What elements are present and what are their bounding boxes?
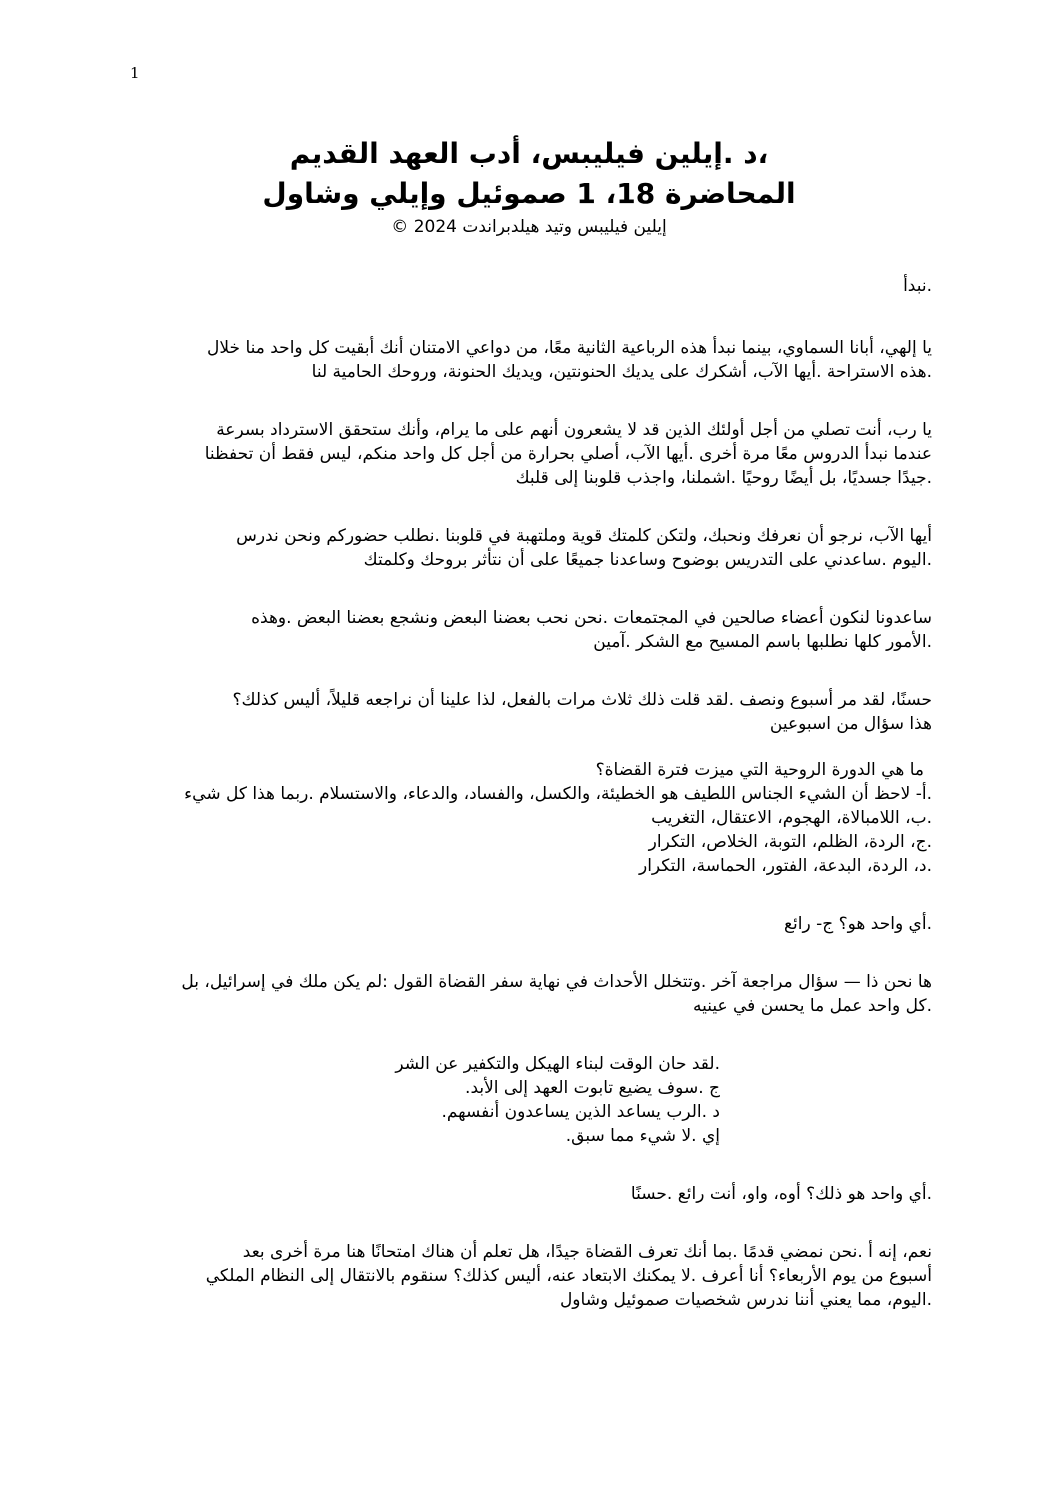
- quiz-answer-2: .أي واحد هو ذلك؟ أوه، واو، أنت رائع .حسنًا: [630, 1184, 932, 1204]
- text-line: يا رب، أنت تصلي من أجل أولئك الذين قد لا يشعرون أنهم على ما يرام، وأنك ستحقق الاسترداد بسرعة: [216, 420, 932, 440]
- text-line: .هذه الاستراحة .أيها الآب، أشكرك على يديك الحنونتين، ويديك الحنونة، وروحك الحامية لنا: [311, 362, 932, 382]
- text-line: أسبوع من يوم الأربعاء؟ أنا أعرف .لا يمكنك الابتعاد عنه، أليس كذلك؟ سنقوم بالانتقال إلى النظام الملكي: [205, 1266, 932, 1286]
- quiz-option-b: .ب، اللامبالاة، الهجوم، الاعتقال، التغريب: [651, 808, 932, 828]
- quiz-option-a: .لقد حان الوقت لبناء الهيكل والتكفير عن الشر: [395, 1054, 720, 1074]
- text-line: ساعدونا لنكون أعضاء صالحين في المجتمعات .نحن نحب بعضنا البعض ونشجع بعضنا البعض .وهذه: [251, 608, 932, 628]
- text-line: نعم، إنه أ .نحن نمضي قدمًا .بما أنك تعرف القضاة جيدًا، هل تعلم أن هناك امتحانًا هنا مرة أخرى بعد: [242, 1242, 932, 1262]
- paragraph-review-intro: [128, 688, 932, 736]
- paragraph-prayer-4: [128, 606, 932, 654]
- document-title-line-2: المحاضرة 18، 1 صموئيل وإيلي وشاول: [262, 177, 796, 210]
- text-line: أيها الآب، نرجو أن نعرفك ونحبك، ولتكن كلمتك قوية وملتهبة في قلوبنا .نطلب حضوركم ونحن ندرس: [236, 526, 932, 546]
- text-line: ها نحن ذا — سؤال مراجعة آخر .وتتخلل الأحداث في نهاية سفر القضاة القول :لم يكن ملك في إسرائيل، بل: [181, 972, 932, 992]
- text-line: .كل واحد عمل ما يحسن في عينيه: [692, 996, 932, 1016]
- quiz-options-2: [128, 1052, 932, 1148]
- document-header: [130, 134, 928, 240]
- quiz-answer-1: .أي واحد هو؟ ج- رائع: [783, 914, 932, 934]
- quiz-option-d: .د، الردة، البدعة، الفتور، الحماسة، التكرار: [638, 856, 932, 876]
- paragraph-prayer-2: [128, 418, 932, 490]
- text-line: .اليوم .ساعدني على التدريس بوضوح وساعدنا جميعًا على أن نتأثر بروحك وكلمتك: [363, 550, 932, 570]
- text-line: .الأمور كلها نطلبها باسم المسيح مع الشكر .آمين: [593, 632, 932, 652]
- text-line: عندما نبدأ الدروس معًا مرة أخرى .أيها الآب، أصلي بحرارة من أجل كل واحد منكم، ليس فقط أن تحفظنا: [204, 444, 932, 464]
- document-title-line-1: ،د .إيلين فيليبس، أدب العهد القديم: [289, 137, 769, 170]
- page-number: 1: [130, 64, 140, 82]
- quiz-option-e: إي .لا شيء مما سبق.: [565, 1126, 720, 1146]
- text-line: يا إلهي، أبانا السماوي، بينما نبدأ هذه الرباعية الثانية معًا، من دواعي الامتنان أنك أبقيت كل واحد منا خلال: [207, 338, 932, 358]
- quiz-option-c: ج .سوف يضيع تابوت العهد إلى الأبد.: [465, 1078, 720, 1098]
- quiz-question-text: ما هي الدورة الروحية التي ميزت فترة القضاة؟: [595, 760, 924, 780]
- text-line: .اليوم، مما يعني أننا ندرس شخصيات صموئيل وشاول: [559, 1290, 932, 1310]
- quiz-option-c: .ج، الردة، الظلم، التوبة، الخلاص، التكرار: [648, 832, 932, 852]
- document-body: [128, 274, 932, 1312]
- quiz-question-1: [128, 758, 932, 878]
- paragraph-prayer-3: [128, 524, 932, 572]
- paragraph-opening: .نبدأ: [903, 276, 932, 296]
- quiz-option-a: .أ- لاحظ أن الشيء الجناس اللطيف هو الخطيئة، والكسل، والفساد، والدعاء، والاستسلام .ربما هذا كل شيء: [184, 784, 932, 804]
- copyright-notice: إيلين فيليبس وتيد هيلدبراندت 2024 ©: [391, 217, 667, 237]
- quiz-option-d: د .الرب يساعد الذين يساعدون أنفسهم.: [441, 1102, 720, 1122]
- text-line: .جيدًا جسديًا، بل أيضًا روحيًا .اشملنا، واجذب قلوبنا إلى قلبك: [515, 468, 932, 488]
- text-line: حسنًا، لقد مر أسبوع ونصف .لقد قلت ذلك ثلاث مرات بالفعل، لذا علينا أن نراجعه قليلاً، أليس كذلك؟: [232, 690, 932, 710]
- quiz-question-2: [128, 970, 932, 1018]
- paragraph-closing: [128, 1240, 932, 1312]
- text-line: هذا سؤال من اسبوعين: [769, 714, 932, 734]
- paragraph-prayer-1: [128, 336, 932, 384]
